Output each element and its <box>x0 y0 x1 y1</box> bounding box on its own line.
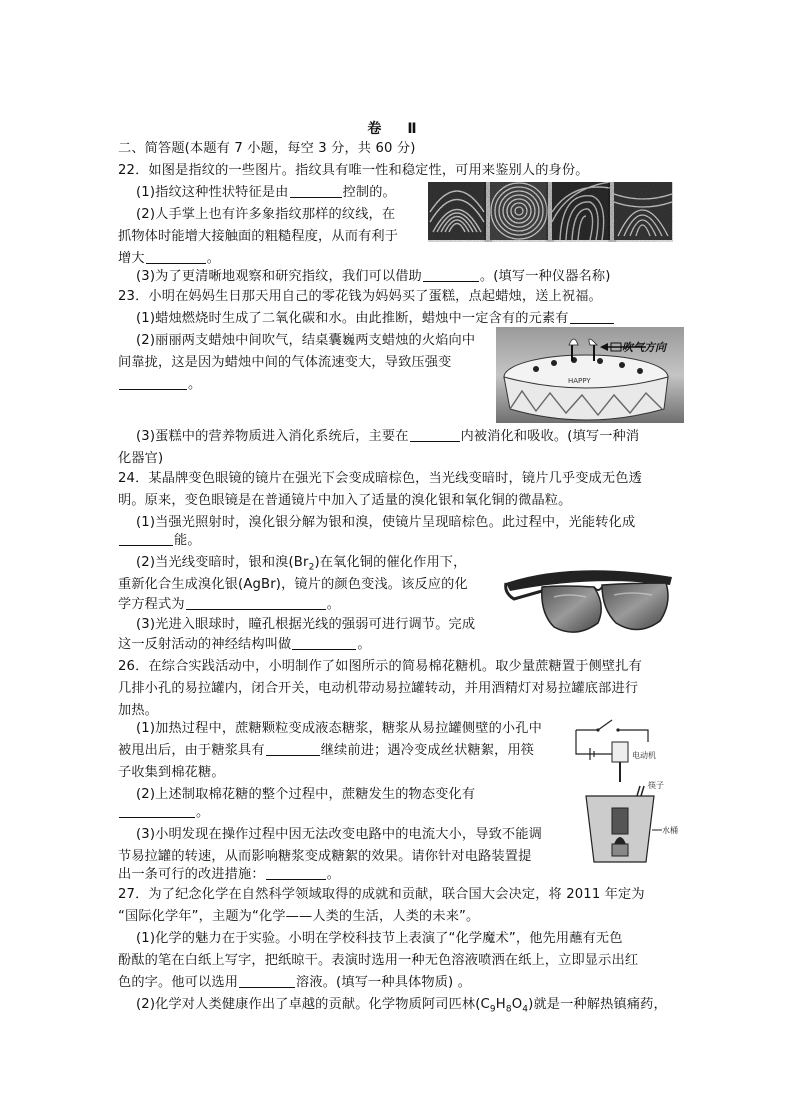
q24-part2-text-a: (2)当光线变暗时，银和溴(Br <box>136 555 309 570</box>
fingerprint-2 <box>490 182 548 240</box>
cotton-candy-machine-figure <box>568 712 688 872</box>
q26-part3-line1: (3)小明发现在操作过程中因无法改变电路中的电流大小，导致不能调 <box>136 827 542 842</box>
q22-part2-line2: 抓物体时能增大接触面的粗糙程度，从而有利于 <box>118 229 399 244</box>
bucket-label: 水桶 <box>662 826 678 835</box>
photochromic-glasses-figure <box>502 553 680 649</box>
q27-formula-o: O <box>511 997 523 1012</box>
q26-part1-line3: 子收集到棉花糖。 <box>118 765 225 780</box>
q23-part2-tail: 。 <box>188 377 202 392</box>
q23-blank2[interactable] <box>119 375 187 390</box>
q24-part3-text: 这一反射活动的神经结构叫做 <box>118 637 292 652</box>
fingerprint-3 <box>552 182 610 240</box>
q26-blank2[interactable] <box>119 803 195 818</box>
motor-label: 电动机 <box>632 751 656 760</box>
q24-part1-line1: (1)当强光照射时，溴化银分解为银和溴，使镜片呈现暗棕色。此过程中，光能转化成 <box>136 515 636 530</box>
q22-part2-tail: 。 <box>206 251 221 266</box>
q26-part1-text-b: 继续前进；遇冷变成丝状糖絮，用筷 <box>320 743 535 758</box>
q27-part2-text-a: (2)化学对人类健康作出了卓越的贡献。化学物质阿司匹林(C <box>136 997 490 1012</box>
q22-part3-tail: 。(填写一种仪器名称) <box>479 269 611 284</box>
q26-part2-tail: 。 <box>196 805 210 820</box>
q27-stem-line2: “国际化学年”，主题为“化学——人类的生活，人类的未来”。 <box>118 909 480 924</box>
q22-stem: 22．如图是指纹的一些图片。指纹具有唯一性和稳定性，可用来鉴别人的身份。 <box>118 163 589 178</box>
paper-title: 卷 Ⅱ <box>367 121 423 137</box>
q24-part1-tail: 能。 <box>174 533 201 548</box>
q24-blank2[interactable] <box>186 595 326 610</box>
section-heading: 二、简答题(本题有 7 小题，每空 3 分，共 60 分) <box>118 141 416 156</box>
q26-stem-line1: 26．在综合实践活动中，小明制作了如图所示的简易棉花糖机。取少量蔗糖置于侧壁扎有 <box>118 659 642 674</box>
q22-blank2[interactable] <box>146 249 206 264</box>
q27-part2-line1 <box>136 994 667 1021</box>
q26-part3-tail: 。 <box>326 867 341 882</box>
q27-formula-h: H <box>495 997 506 1012</box>
chopsticks-label: 筷子 <box>648 781 664 790</box>
q23-blank1[interactable] <box>570 309 614 324</box>
q23-stem: 23．小明在妈妈生日那天用自己的零花钱为妈妈买了蛋糕，点起蜡烛，送上祝福。 <box>118 289 602 304</box>
q23-blank3[interactable] <box>410 427 460 442</box>
q22-part1-text: (1)指纹这种性状特征是由 <box>136 185 289 200</box>
q24-blank1[interactable] <box>119 531 173 546</box>
q22-part3-text: (3)为了更清晰地观察和研究指纹，我们可以借助 <box>136 269 422 284</box>
q26-part2-line2 <box>118 802 209 824</box>
q26-blank1[interactable] <box>266 741 320 756</box>
q27-part1-text: 色的字。他可以选用 <box>118 975 239 990</box>
q26-blank3[interactable] <box>266 865 326 880</box>
q22-part1-tail: 控制的。 <box>342 185 396 200</box>
q23-part2-line2: 间靠拢，这是因为蜡烛中间的气体流速变大，导致压强变 <box>118 355 452 370</box>
motor-icon <box>612 742 628 762</box>
q23-part3-line1 <box>136 426 639 448</box>
q24-stem-line1: 24．某晶牌变色眼镜的镜片在强光下会变成暗棕色，当光线变暗时，镜片几乎变成无色透 <box>118 471 642 486</box>
q27-part2-text-b: )就是一种解热镇痛药， <box>528 997 667 1012</box>
fingerprint-images <box>428 182 673 242</box>
q22-part1 <box>136 182 396 204</box>
can-icon <box>612 808 628 834</box>
q27-part1-line1: (1)化学的魅力在于实验。小明在学校科技节上表演了“化学魔术”，他先用蘸有无色 <box>136 931 623 946</box>
q24-part2-line2: 重新化合生成溴化银(AgBr)，镜片的颜色变浅。该反应的化 <box>118 577 468 592</box>
blow-direction-label: 吹气方向 <box>622 341 666 354</box>
q27-part1-line2: 酚酞的笔在白纸上写字，把纸晾干。表演时选用一种无色溶液喷洒在纸上，立即显示出红 <box>118 953 639 968</box>
q26-part1-text-a: 被甩出后，由于糖浆具有 <box>118 743 265 758</box>
q24-part3-line1: (3)光进入眼球时，瞳孔根据光线的强弱可进行调节。完成 <box>136 617 476 632</box>
q24-stem-line2: 明。原来，变色眼镜是在普通镜片中加入了适量的溴化银和氧化铜的微晶粒。 <box>118 493 572 508</box>
q26-part1-line1: (1)加热过程中，蔗糖颗粒变成液态糖浆，糖浆从易拉罐侧壁的小孔中 <box>136 721 542 736</box>
q23-part1-text: (1)蜡烛燃烧时生成了二氧化碳和水。由此推断，蜡烛中一定含有的元素有 <box>136 311 569 326</box>
alcohol-lamp-icon <box>612 844 628 856</box>
fingerprint-1 <box>428 182 486 240</box>
q26-part2-line1: (2)上述制取棉花糖的整个过程中，蔗糖发生的物态变化有 <box>136 787 476 802</box>
q27-stem-line1: 27．为了纪念化学在自然科学领域取得的成就和贡献，联合国大会决定，将 2011 年定为 <box>118 887 645 902</box>
q24-part1-line2 <box>118 530 201 552</box>
q27-part1-tail: 溶液。(填写一种具体物质) 。 <box>296 975 472 990</box>
switch-icon <box>598 720 612 730</box>
q27-blank1[interactable] <box>239 973 295 988</box>
q27-formula-sub-c: 9 <box>489 1004 496 1015</box>
q22-part2-line1: (2)人手掌上也有许多象指纹那样的纹线，在 <box>136 207 396 222</box>
q22-part3 <box>136 266 611 288</box>
q26-stem-line3: 加热。 <box>118 703 159 718</box>
q24-blank3[interactable] <box>292 635 356 650</box>
q22-blank1[interactable] <box>290 183 342 198</box>
q23-part3-tail: 内被消化和吸收。(填写一种消 <box>460 429 640 444</box>
q24-part2-tail: 。 <box>326 597 341 612</box>
fingerprint-4 <box>614 182 672 240</box>
q27-formula-sub-o: 4 <box>522 1004 529 1015</box>
q23-part3-text: (3)蛋糕中的营养物质进入消化系统后，主要在 <box>136 429 409 444</box>
q26-stem-line2: 几排小孔的易拉罐内，闭合开关，电动机带动易拉罐转动，并用酒精灯对易拉罐底部进行 <box>118 681 639 696</box>
q27-formula-sub-h: 8 <box>505 1004 512 1015</box>
q24-br-subscript: 2 <box>308 562 315 573</box>
q24-part2-line3 <box>118 594 340 616</box>
q23-part3-line2: 化器官) <box>118 451 164 466</box>
q26-part3-line2: 节易拉罐的转速，从而影响糖浆变成糖絮的效果。请你针对电路装置提 <box>118 849 532 864</box>
q23-part2-line3 <box>118 374 201 396</box>
q26-part3-text: 出一条可行的改进措施： <box>118 867 265 882</box>
q22-blank3[interactable] <box>423 267 479 282</box>
q22-part2-text: 增大 <box>118 251 145 266</box>
q24-part2-text-b: )在氧化铜的催化作用下， <box>314 555 467 570</box>
q23-part2-line1: (2)丽丽两支蜡烛中间吹气，结桌囊巍两支蜡烛的火焰向中 <box>136 333 476 348</box>
q24-part3-line2 <box>118 634 371 656</box>
birthday-cake-figure <box>496 327 684 423</box>
cake-inscription: HAPPY <box>568 377 591 385</box>
q24-part2-equation-text: 学方程式为 <box>118 597 185 612</box>
q27-part1-line3 <box>118 972 471 994</box>
q26-part3-line3 <box>118 864 340 886</box>
q24-part3-tail: 。 <box>357 637 371 652</box>
q26-part1-line2 <box>118 740 534 762</box>
